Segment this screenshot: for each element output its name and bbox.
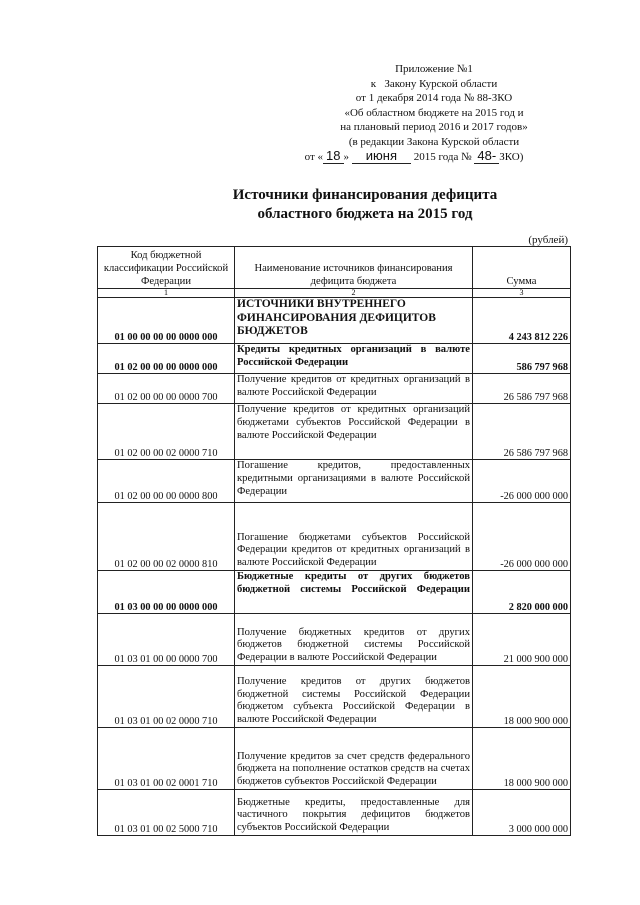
date-year-text: 2015 года № [413,151,472,163]
header-name: Наименование источников финансирования дефицита бюджета [235,247,473,289]
table-row [98,666,571,728]
col-number-1: 1 [98,289,235,298]
appendix-line-2: к Закону Курской области [370,77,498,90]
appendix-header [300,62,568,165]
row-sum: 2 820 000 000 [473,571,571,614]
row-sum: 26 586 797 968 [473,374,571,404]
row-code: 01 03 01 00 00 0000 700 [98,614,235,666]
row-name: Кредиты кредитных организаций в валюте Российской Федерации [235,344,473,374]
row-name: Получение бюджетных кредитов от других бюджетов бюджетной системы Российской Федерации в валюте Российской Федерации [235,614,473,666]
table-row [98,503,571,571]
appendix-line-3: от 1 декабря 2014 года № 88-ЗКО [355,92,513,104]
table-row [98,614,571,666]
row-name: Получение кредитов за счет средств федерального бюджета на пополнение остатков средств на счетах бюджетов субъектов Российской Федерации [235,728,473,790]
table-row [98,344,571,374]
row-name: ИСТОЧНИКИ ВНУТРЕННЕГО ФИНАНСИРОВАНИЯ ДЕФИЦИТОВ БЮДЖЕТОВ [235,298,473,344]
row-sum: 18 000 900 000 [473,666,571,728]
table-row [98,460,571,503]
row-code: 01 03 01 00 02 0000 710 [98,666,235,728]
row-name: Получение кредитов от других бюджетов бюджетной системы Российской Федерации бюджетом субъекта Российской Федерации в валюте Российской Федерации [235,666,473,728]
date-suffix: ЗКО) [499,151,524,163]
table-header-row [98,247,571,289]
header-code: Код бюджетной классификации Российской Федерации [98,247,235,289]
row-code: 01 03 00 00 00 0000 000 [98,571,235,614]
row-code: 01 03 01 00 02 0001 710 [98,728,235,790]
appendix-line-5: на плановый период 2016 и 2017 годов» [340,121,528,133]
row-code: 01 02 00 00 00 0000 000 [98,344,235,374]
table-row [98,298,571,344]
row-code: 01 02 00 00 02 0000 810 [98,503,235,571]
law-number: 48- [474,148,499,164]
table-row [98,790,571,836]
row-sum: -26 000 000 000 [473,460,571,503]
appendix-line-1: Приложение №1 [395,63,473,75]
date-mid: » [343,151,349,163]
row-code: 01 00 00 00 00 0000 000 [98,298,235,344]
row-sum: 18 000 900 000 [473,728,571,790]
row-sum: 26 586 797 968 [473,404,571,460]
appendix-line-6: (в редакции Закона Курской области [348,135,520,148]
row-sum: 586 797 968 [473,344,571,374]
row-name: Погашение кредитов, предоставленных кредитными организациями в валюте Российской Федерации [235,460,473,503]
budget-sources-table [97,246,571,836]
document-title [180,186,550,224]
title-line-1: Источники финансирования дефицита [232,187,498,203]
appendix-line-4: «Об областном бюджете на 2015 год и [344,106,524,119]
amendment-date-line [260,149,568,165]
row-code: 01 02 00 00 02 0000 710 [98,404,235,460]
col-number-3: 3 [473,289,571,298]
title-line-2: областного бюджета на 2015 год [257,206,473,222]
row-name: Бюджетные кредиты, предоставленные для частичного покрытия дефицитов бюджетов субъектов Российской Федерации [235,790,473,836]
row-sum: 3 000 000 000 [473,790,571,836]
table-row [98,728,571,790]
table-row [98,374,571,404]
row-code: 01 02 00 00 00 0000 800 [98,460,235,503]
date-day: 18 [323,148,343,164]
table-row [98,571,571,614]
row-sum: 4 243 812 226 [473,298,571,344]
row-name: Бюджетные кредиты от других бюджетов бюджетной системы Российской Федерации [235,571,473,614]
row-name: Погашение бюджетами субъектов Российской Федерации кредитов от кредитных организаций в валюте Российской Федерации [235,503,473,571]
row-name: Получение кредитов от кредитных организаций в валюте Российской Федерации [235,374,473,404]
date-month: июня [352,148,411,164]
row-sum: -26 000 000 000 [473,503,571,571]
row-code: 01 02 00 00 00 0000 700 [98,374,235,404]
row-name: Получение кредитов от кредитных организаций бюджетами субъектов Российской Федерации в валюте Российской Федерации [235,404,473,460]
table-row [98,404,571,460]
row-code: 01 03 01 00 02 5000 710 [98,790,235,836]
header-sum: Сумма [473,247,571,289]
row-sum: 21 000 900 000 [473,614,571,666]
date-prefix: от « [304,151,324,163]
col-number-2: 2 [235,289,473,298]
units-label: (рублей) [528,234,568,246]
column-number-row [98,289,571,298]
